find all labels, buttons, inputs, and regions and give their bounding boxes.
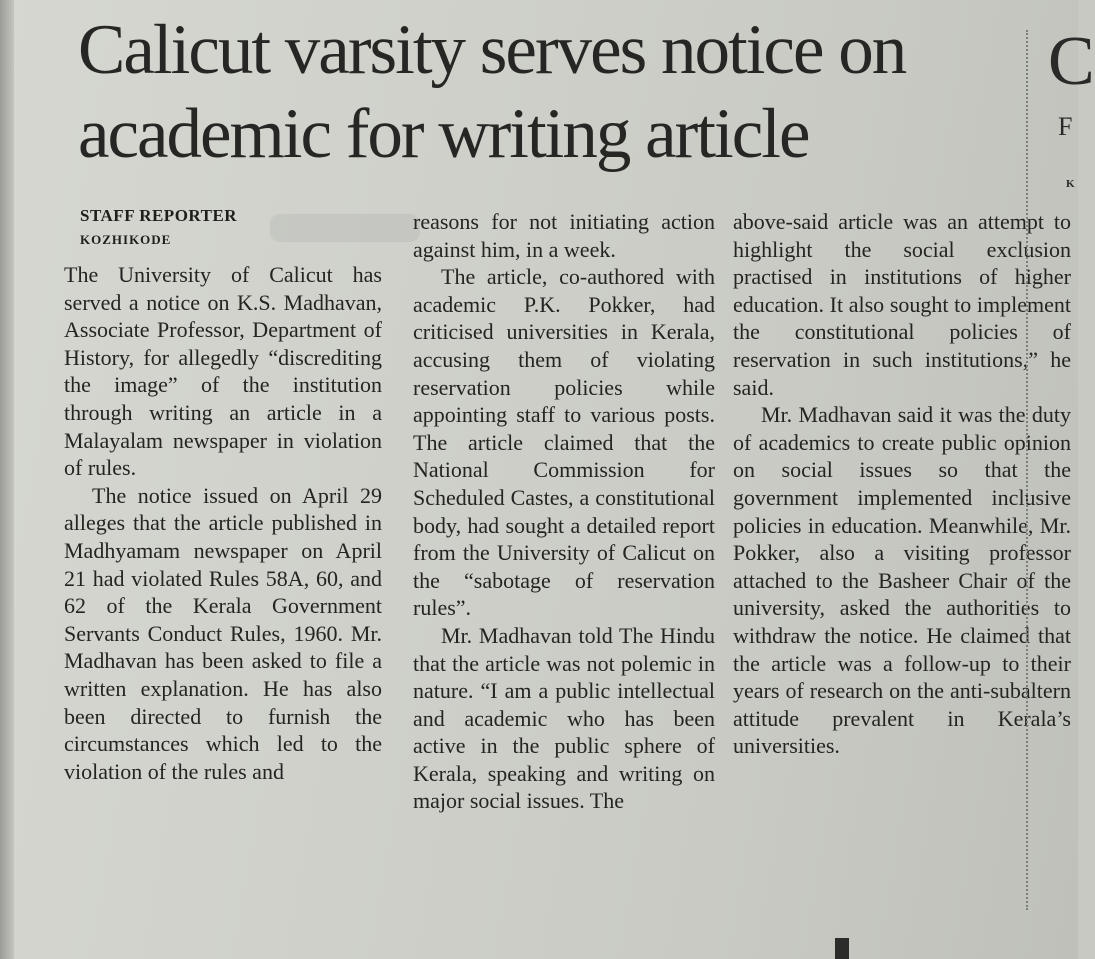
paragraph: reasons for not initiating action against him, in a week. [413,209,715,262]
paragraph: Mr. Madhavan said it was the duty of academics to create public opinion on social issues so that the government implemented inclusive policies in education. Meanwhile, Mr. Pokker, also a visiting professor attached to the Basheer Chair of the university, asked the authorities to withdraw the notice. He claimed that the article was a follow-up to their years of research on the anti-subaltern attitude prevalent in Kerala’s universities. [733,402,1071,759]
bottom-ink-mark [835,938,849,959]
article-column-3 [733,208,1071,760]
article-column-2 [413,208,715,815]
headline: Calicut varsity serves notice on academic for writing article [78,11,906,173]
paragraph: The University of Calicut has served a notice on K.S. Madhavan, Associate Professor, Department of History, for allegedly “discrediting the image” of the institution through writing an article in a Malayalam newspaper in violation of rules. [64,262,382,481]
byline: STAFF REPORTER [80,206,238,225]
adjacent-headline-fragment: C [1048,23,1095,100]
article-column-1 [64,261,382,785]
paragraph: The article, co-authored with academic P.K. Pokker, had criticised universities in Kerala, accusing them of violating reservation policies while appointing staff to various posts. The article claimed that the National Commission for Scheduled Castes, a constitutional body, had sought a detailed report from the University of Calicut on the “sabotage of reservation rules”. [413,264,715,621]
column-rule [1026,30,1028,910]
paragraph: above-said article was an attempt to highlight the social exclusion practised in institutions of higher education. It also sought to implement the constitutional policies of reservation in such institutions,” he said. [733,209,1071,400]
paragraph: The notice issued on April 29 alleges that the article published in Madhyamam newspaper on April 21 had violated Rules 58A, 60, and 62 of the Kerala Government Servants Conduct Rules, 1960. Mr. Madhavan has been asked to file a written explanation. He has also been directed to furnish the circumstances which led to the violation of the rules and [64,482,382,784]
adjacent-byline-fragment: K [1066,178,1075,190]
dateline: KOZHIKODE [80,232,172,247]
print-bleed-smudge [270,214,420,242]
page-edge-shadow [0,0,14,959]
adjacent-text-fragment: F [1058,112,1073,141]
paragraph: Mr. Madhavan told The Hindu that the article was not polemic in nature. “I am a public intellectual and academic who has been active in the public sphere of Kerala, speaking and writing on major social issues. The [413,622,715,814]
